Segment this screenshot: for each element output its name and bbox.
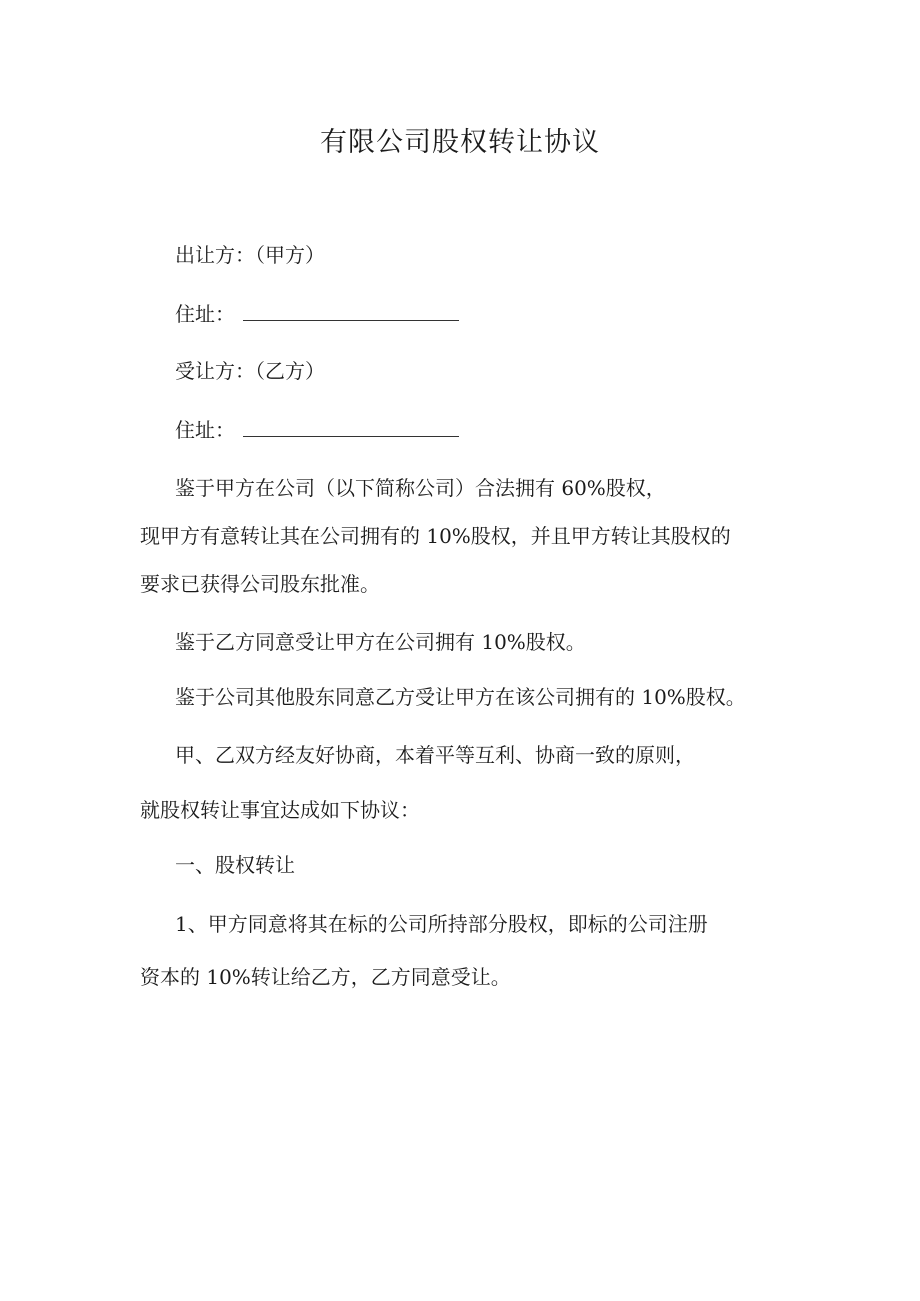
clause-1-line-2: 资本的 10%转让给乙方，乙方同意受让。 xyxy=(140,965,511,989)
transferor-label: 出让方：（甲方） xyxy=(175,243,325,267)
transferee-label: 受让方：（乙方） xyxy=(175,359,325,383)
whereas-3: 鉴于公司其他股东同意乙方受让甲方在该公司拥有的 10%股权。 xyxy=(175,685,746,709)
agreement-line-1: 甲、乙双方经友好协商，本着平等互利、协商一致的原则， xyxy=(175,743,695,767)
whereas-2: 鉴于乙方同意受让甲方在公司拥有 10%股权。 xyxy=(175,630,586,654)
transferee-address-blank xyxy=(243,422,459,437)
document-title: 有限公司股权转让协议 xyxy=(320,127,600,158)
agreement-line-2: 就股权转让事宜达成如下协议： xyxy=(140,798,420,822)
transferor-address-blank xyxy=(243,306,459,321)
whereas-1-line-1: 鉴于甲方在公司（以下简称公司）合法拥有 60%股权， xyxy=(175,476,666,500)
address-label: 住址： xyxy=(175,302,235,326)
clause-1-line-1: 1、甲方同意将其在标的公司所持部分股权，即标的公司注册 xyxy=(175,912,708,936)
section-1-heading: 一、股权转让 xyxy=(175,853,295,877)
transferor-address-row xyxy=(175,300,459,328)
address-label: 住址： xyxy=(175,418,235,442)
whereas-1-line-2: 现甲方有意转让其在公司拥有的 10%股权，并且甲方转让其股权的 xyxy=(140,524,731,548)
transferee-address-row xyxy=(175,416,459,444)
whereas-1-line-3: 要求已获得公司股东批准。 xyxy=(140,572,380,596)
